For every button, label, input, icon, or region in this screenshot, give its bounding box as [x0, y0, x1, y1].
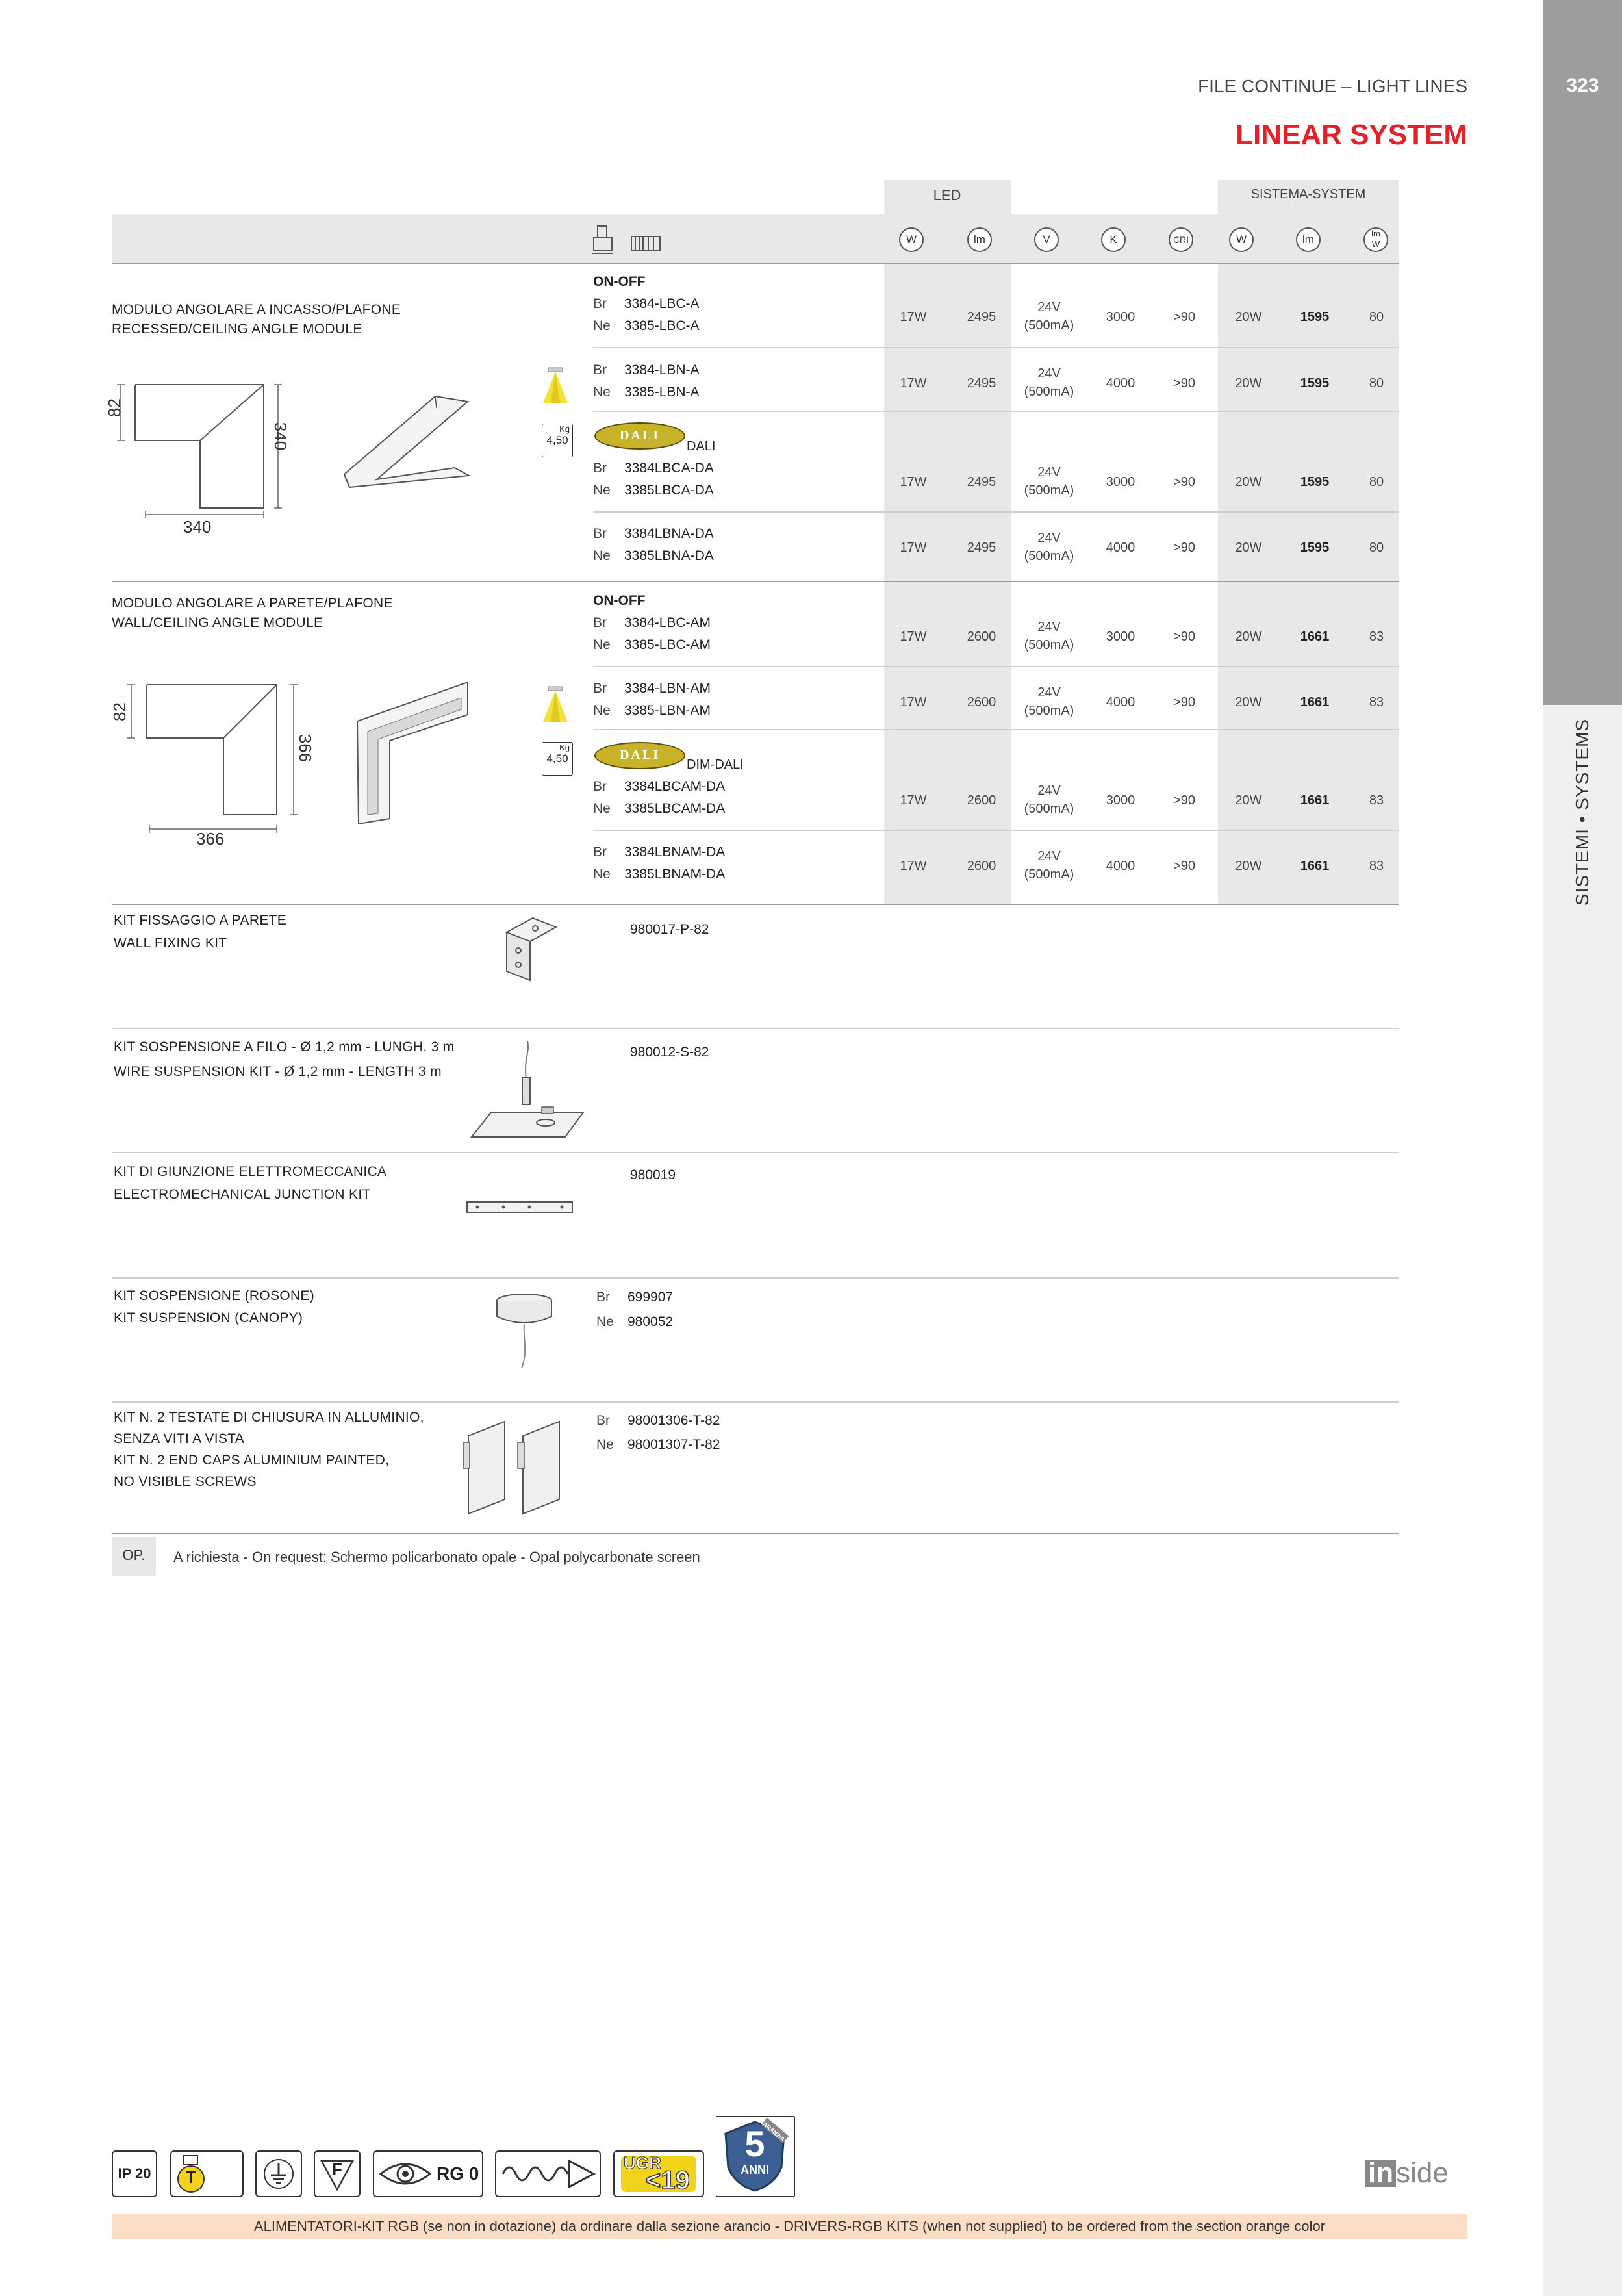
t-rating-badge: T: [170, 2150, 244, 2197]
m1-g2-w: 17W: [900, 376, 927, 390]
m2-g2-br: Br 3384-LBN-AM: [593, 681, 711, 696]
m1-g1-ne: Ne 3385-LBC-A: [593, 318, 700, 333]
section-divider: [112, 1152, 1399, 1153]
m1-g2-lm: 2495: [967, 376, 996, 390]
m2-g2-cri: >90: [1173, 695, 1195, 709]
module1-dim-side: 340: [271, 422, 291, 451]
m2-g1-lm: 2600: [967, 630, 996, 644]
acc3-code: 980019: [630, 1167, 676, 1182]
m1-g2-br: Br 3384-LBN-A: [593, 363, 700, 377]
m2-g4-eff: 83: [1369, 859, 1384, 873]
module1-desc-it: MODULO ANGOLARE A INCASSO/PLAFONE: [112, 302, 401, 317]
col-sys-watt: W: [1229, 227, 1254, 252]
m1-g4-sw: 20W: [1235, 541, 1262, 555]
m1-g3-w: 17W: [900, 475, 927, 489]
m1-g4-eff: 80: [1369, 541, 1384, 555]
m1-g1-cri: >90: [1173, 310, 1195, 324]
m2-g2-eff: 83: [1369, 695, 1384, 709]
acc2-it: KIT SOSPENSIONE A FILO - Ø 1,2 mm - LUNGH. 3 m: [114, 1040, 455, 1054]
acc2-en: WIRE SUSPENSION KIT - Ø 1,2 mm - LENGTH 3 m: [114, 1064, 442, 1079]
m2-g2-lm: 2600: [967, 695, 996, 709]
weight-icon: Kg 4,50: [542, 742, 573, 776]
module1-dim-bottom: 340: [183, 517, 212, 537]
acc2-code: 980012-S-82: [630, 1045, 709, 1060]
m1-g1-ma: (500mA): [1024, 318, 1074, 333]
m2-g2-k: 4000: [1106, 695, 1135, 709]
m1-g4-v: 24V: [1037, 531, 1061, 545]
acc5-ne: Ne 98001307-T-82: [596, 1437, 720, 1452]
m1-g1-label: ON-OFF: [593, 274, 646, 289]
m2-g1-w: 17W: [900, 630, 927, 644]
downlight-icon: [539, 366, 572, 405]
m1-g1-k: 3000: [1106, 310, 1135, 324]
m1-g4-k: 4000: [1106, 541, 1135, 555]
acc5-it2: SENZA VITI A VISTA: [114, 1431, 245, 1446]
m1-g3-v: 24V: [1037, 465, 1061, 479]
m1-g3-slm: 1595: [1300, 475, 1330, 489]
m1-g3-sw: 20W: [1235, 475, 1262, 489]
m1-g1-sw: 20W: [1235, 310, 1262, 324]
m1-g1-eff: 80: [1369, 310, 1384, 324]
row-divider: [593, 511, 1399, 513]
m1-g1-w: 17W: [900, 310, 927, 324]
acc5-it1: KIT N. 2 TESTATE DI CHIUSURA IN ALLUMINIO,: [114, 1410, 424, 1425]
lamp-t-icon: [171, 2152, 242, 2196]
module2-drawing: [104, 676, 494, 858]
m2-g4-lm: 2600: [967, 859, 996, 873]
end-caps-icon: [458, 1416, 575, 1527]
m1-g3-lm: 2495: [967, 475, 996, 489]
acc1-it: KIT FISSAGGIO A PARETE: [114, 913, 287, 928]
m1-g1-br: Br 3384-LBC-A: [593, 296, 700, 311]
m2-g1-ne: Ne 3385-LBC-AM: [593, 637, 711, 652]
m2-g3-v: 24V: [1037, 784, 1061, 798]
mounting-icon: [592, 221, 663, 260]
acc3-it: KIT DI GIUNZIONE ELETTROMECCANICA: [114, 1164, 387, 1179]
module1-desc-en: RECESSED/CEILING ANGLE MODULE: [112, 322, 362, 337]
section-divider: [112, 581, 1399, 582]
rg0-badge: RG 0: [373, 2150, 483, 2197]
acc5-en1: KIT N. 2 END CAPS ALUMINIUM PAINTED,: [114, 1453, 390, 1468]
m1-g4-cri: >90: [1173, 541, 1195, 555]
m2-g3-eff: 83: [1369, 793, 1384, 808]
wave-signal-icon: [496, 2152, 600, 2196]
dimming-badge: [495, 2150, 601, 2197]
m2-g4-slm: 1661: [1300, 859, 1330, 873]
col-watt: W: [899, 227, 924, 252]
m1-g3-cri: >90: [1173, 475, 1195, 489]
m2-g3-sw: 20W: [1235, 793, 1262, 808]
m2-g4-v: 24V: [1037, 849, 1061, 863]
canopy-icon: [490, 1293, 562, 1371]
m2-g1-ma: (500mA): [1024, 638, 1074, 652]
row-divider: [593, 411, 1399, 412]
m1-g3-label: DALI: [687, 439, 716, 453]
module2-dim-side: 366: [296, 733, 316, 763]
col-kelvin: K: [1101, 227, 1126, 252]
m2-g2-slm: 1661: [1300, 695, 1330, 709]
acc4-br: Br 699907: [596, 1290, 674, 1305]
m2-g1-k: 3000: [1106, 630, 1135, 644]
m1-g2-slm: 1595: [1300, 376, 1330, 390]
m1-g3-ne: Ne 3385LBCA-DA: [593, 483, 714, 498]
downlight-icon: [539, 685, 572, 724]
m1-g3-k: 3000: [1106, 475, 1135, 489]
weight-icon: Kg 4,50: [542, 424, 573, 457]
m2-g1-v: 24V: [1037, 620, 1061, 634]
acc4-it: KIT SOSPENSIONE (ROSONE): [114, 1288, 315, 1303]
wall-bracket-icon: [500, 913, 559, 984]
section-divider: [112, 1277, 1399, 1279]
m1-g2-sw: 20W: [1235, 376, 1262, 390]
m1-g1-lm: 2495: [967, 310, 996, 324]
row-divider: [593, 347, 1399, 348]
acc1-code: 980017-P-82: [630, 922, 709, 937]
m2-g3-lm: 2600: [967, 793, 996, 808]
m1-g2-v: 24V: [1037, 366, 1061, 381]
section-divider: [112, 1401, 1399, 1403]
m1-g2-eff: 80: [1369, 376, 1384, 390]
module2-dim-h: 82: [109, 702, 129, 721]
ground-badge: [255, 2150, 302, 2197]
m2-g4-br: Br 3384LBNAM-DA: [593, 845, 726, 860]
dali-logo: DALI: [594, 422, 685, 450]
m1-g2-ne: Ne 3385-LBN-A: [593, 385, 700, 400]
m2-g4-ne: Ne 3385LBNAM-DA: [593, 867, 726, 882]
wire-suspension-icon: [468, 1040, 591, 1143]
ugr-badge: UGR <19: [613, 2150, 704, 2197]
m1-g4-ma: (500mA): [1024, 549, 1074, 563]
row-divider: [593, 729, 1399, 730]
acc3-en: ELECTROMECHANICAL JUNCTION KIT: [114, 1187, 371, 1202]
col-cri: CRI: [1169, 227, 1193, 252]
warranty-badge: 5 ANNI GARANZIA: [716, 2116, 795, 2197]
m2-g4-w: 17W: [900, 859, 927, 873]
m1-g3-eff: 80: [1369, 475, 1384, 489]
f-badge: F: [314, 2150, 361, 2197]
m1-g4-br: Br 3384LBNA-DA: [593, 526, 714, 541]
col-sys-lumen: lm: [1296, 227, 1321, 252]
page-number: 323: [1566, 75, 1599, 96]
m1-g1-slm: 1595: [1300, 310, 1330, 324]
m2-g3-k: 3000: [1106, 793, 1135, 808]
m1-g1-v: 24V: [1037, 300, 1061, 314]
m2-g2-ne: Ne 3385-LBN-AM: [593, 703, 711, 718]
acc1-en: WALL FIXING KIT: [114, 936, 227, 950]
section-subtitle: FILE CONTINUE – LIGHT LINES: [1198, 76, 1467, 96]
m2-g1-cri: >90: [1173, 630, 1195, 644]
m2-g3-slm: 1661: [1300, 793, 1330, 808]
header-row-bg: [112, 214, 1399, 264]
m1-g4-slm: 1595: [1300, 541, 1330, 555]
eye-icon: [374, 2152, 437, 2196]
row-divider: [593, 666, 1399, 667]
m2-g4-cri: >90: [1173, 859, 1195, 873]
col-volt: V: [1034, 227, 1059, 252]
brand-logo: inside: [1365, 2157, 1449, 2189]
header-divider: [112, 263, 1399, 264]
m1-g2-ma: (500mA): [1024, 385, 1074, 399]
acc4-en: KIT SUSPENSION (CANOPY): [114, 1310, 303, 1325]
m2-g4-ma: (500mA): [1024, 867, 1074, 882]
m1-g4-w: 17W: [900, 541, 927, 555]
m2-g1-eff: 83: [1369, 630, 1384, 644]
led-header: LED: [933, 187, 961, 203]
side-section-label: SISTEMI • SYSTEMS: [1572, 718, 1592, 906]
m1-g3-br: Br 3384LBCA-DA: [593, 461, 714, 476]
optional-text: A richiesta - On request: Schermo policarbonato opale - Opal polycarbonate screen: [173, 1549, 700, 1565]
m2-g3-ma: (500mA): [1024, 802, 1074, 816]
m2-g1-slm: 1661: [1300, 630, 1330, 644]
side-tab: [1543, 0, 1622, 705]
m1-g2-k: 4000: [1106, 376, 1135, 390]
m1-g2-cri: >90: [1173, 376, 1195, 390]
col-lumen: lm: [967, 227, 992, 252]
m2-g1-br: Br 3384-LBC-AM: [593, 615, 711, 630]
m1-g4-lm: 2495: [967, 541, 996, 555]
m2-g1-label: ON-OFF: [593, 593, 646, 608]
m1-g4-ne: Ne 3385LBNA-DA: [593, 548, 714, 563]
module2-desc-it: MODULO ANGOLARE A PARETE/PLAFONE: [112, 596, 393, 611]
m2-g3-ne: Ne 3385LBCAM-DA: [593, 801, 726, 816]
row-divider: [593, 830, 1399, 831]
col-efficacy: lm W: [1363, 227, 1388, 252]
m2-g2-w: 17W: [900, 695, 927, 709]
m2-g4-k: 4000: [1106, 859, 1135, 873]
system-header: SISTEMA-SYSTEM: [1250, 187, 1366, 201]
acc4-ne: Ne 980052: [596, 1314, 674, 1329]
module2-dim-bottom: 366: [196, 829, 225, 848]
earth-ground-icon: [257, 2152, 301, 2196]
footer-note: ALIMENTATORI-KIT RGB (se non in dotazione) da ordinare dalla sezione arancio - DRIVERS-RGB KITS (when not supplied) to be ordered from the section orange color: [112, 2214, 1467, 2239]
module2-desc-en: WALL/CEILING ANGLE MODULE: [112, 615, 323, 630]
m2-g3-cri: >90: [1173, 793, 1195, 808]
acc5-br: Br 98001306-T-82: [596, 1413, 720, 1428]
module1-dim-h: 82: [104, 398, 124, 417]
m2-g2-v: 24V: [1037, 685, 1061, 700]
junction-bar-icon: [464, 1195, 575, 1219]
m2-g3-label: DIM-DALI: [687, 758, 744, 772]
m2-g3-br: Br 3384LBCAM-DA: [593, 779, 726, 794]
dali-logo: DALI: [594, 742, 685, 769]
module1-drawing: [104, 370, 494, 546]
ip20-badge: IP 20: [112, 2150, 157, 2197]
m2-g4-sw: 20W: [1235, 859, 1262, 873]
page-title: LINEAR SYSTEM: [1236, 119, 1467, 151]
m2-g2-ma: (500mA): [1024, 704, 1074, 718]
m2-g1-sw: 20W: [1235, 630, 1262, 644]
m2-g2-sw: 20W: [1235, 695, 1262, 709]
section-divider: [112, 904, 1399, 905]
section-divider: [112, 1028, 1399, 1029]
section-divider: [112, 1533, 1399, 1534]
m2-g3-w: 17W: [900, 793, 927, 808]
optional-label: OP.: [112, 1537, 156, 1576]
acc5-en2: NO VISIBLE SCREWS: [114, 1474, 257, 1489]
m1-g3-ma: (500mA): [1024, 483, 1074, 498]
